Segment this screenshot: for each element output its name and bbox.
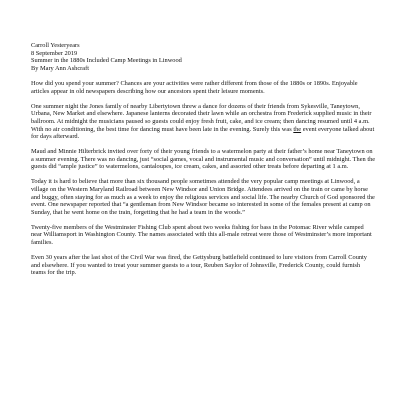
article-byline: By Mary Ann Ashcraft bbox=[31, 64, 89, 72]
paragraph-jones-dance bbox=[31, 103, 376, 141]
underlined-word: the bbox=[293, 125, 302, 133]
article-title: Summer in the 1880s Included Camp Meetings in Linwood bbox=[31, 57, 182, 65]
paragraph-text-continued: event everyone talked about for days afterward. bbox=[31, 125, 375, 141]
paragraph-fishing-club bbox=[31, 224, 376, 247]
paragraph-intro bbox=[31, 80, 376, 95]
paragraph-camp-meetings bbox=[31, 178, 376, 216]
article-header bbox=[31, 42, 376, 72]
paragraph-text: Today it is hard to believe that more than six thousand people sometimes attended the very popular camp meetings at Linwood, a village on the Western Maryland Railroad between New Windsor and Union Bridge. Attendees arrived on the train or came by horse and buggy, often staying for as much as a week to enjoy the religious services and social life. The nearby Church of God sponsored the event. One newspaper reported that “a gentleman from New Windsor became so interested in some of the females present at camp on Sunday, that he went home on the train, forgetting that he had a team in the woods.” bbox=[31, 178, 375, 216]
paragraph-text: How did you spend your summer? Chances are your activities were rather different from those of the 1880s or 1890s. Enjoyable articles appear in old newspapers describing how our ancestors spent their leisure moments. bbox=[31, 80, 358, 95]
paragraph-text: Even 30 years after the last shot of the Civil War was fired, the Gettysburg battlefield continued to lure visitors from Carroll County and elsewhere. If you wanted to treat your summer guests to a tour, Reuben Saylor of Johnsville, Frederick County, could furnish teams for the trip. bbox=[31, 254, 367, 277]
publication-name: Carroll Yesteryears bbox=[31, 42, 80, 49]
paragraph-text: Maud and Minnie Hilterbrick invited over forty of their young friends to a watermelon party at their father’s home near Taneytown on a summer evening. There was no dancing, just “social games, vocal and instrumental music and conversation” until midnight. Then the guests did “ample justice” to watermelons, cantaloupes, ice cream, cakes, and assorted other treats before departing at 1 a.m. bbox=[31, 148, 376, 171]
paragraph-text: Twenty-five members of the Westminster Fishing Club spent about two weeks fishing for bass in the Potomac River while camped near Williamsport in Washington County. The names associated with this all-male retreat were those of Westminster’s more important families. bbox=[31, 223, 372, 246]
paragraph-gettysburg bbox=[31, 254, 376, 277]
publication-date: 8 September 2019 bbox=[31, 49, 78, 57]
paragraph-watermelon-party bbox=[31, 148, 376, 171]
paragraph-text: One summer night the Jones family of nearby Libertytown threw a dance for dozens of their friends from Sykesville, Taneytown, Urbana, New Market and elsewhere. Japanese lanterns decorated their lawn while an orchestra from Frederick supplied music in their ballroom. At midnight the musicians paused so guests could enjoy fresh fruit, cake, and ice cream; then dancing resumed until 4 a.m. With no air conditioning, the best time for dancing must have been late in the evening. Surely this was bbox=[31, 102, 372, 133]
article-page bbox=[31, 42, 376, 284]
